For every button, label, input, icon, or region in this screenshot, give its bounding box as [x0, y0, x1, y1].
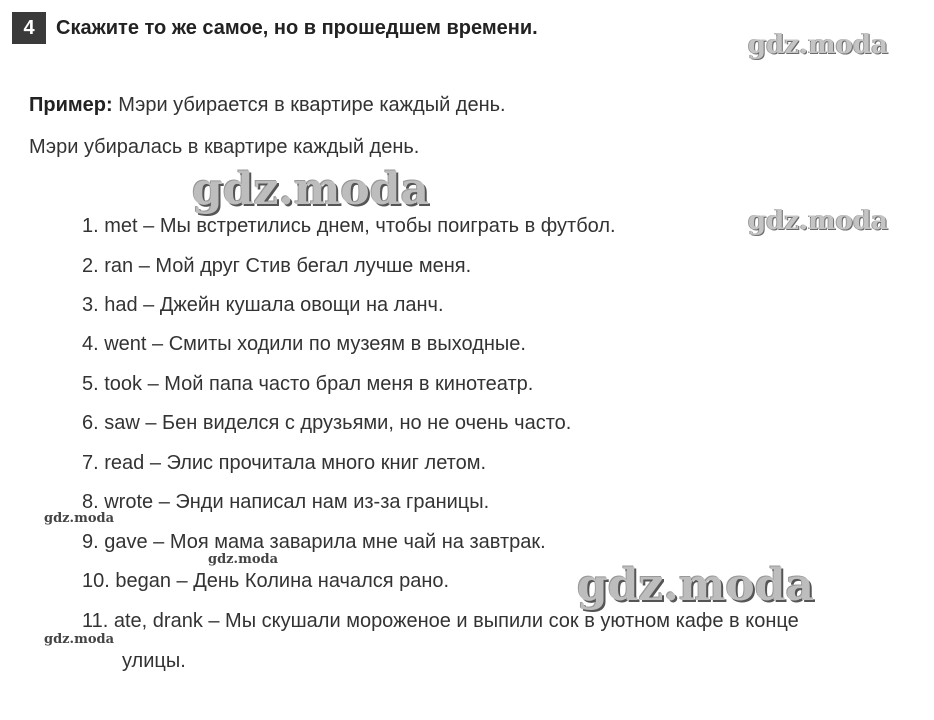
- answer-item-5: 5. took – Мой папа часто брал меня в кинотеатр.: [82, 373, 534, 395]
- answer-item-6: 6. saw – Бен виделся с друзьями, но не очень часто.: [82, 412, 572, 434]
- answer-item-9: 9. gave – Моя мама заварила мне чай на завтрак.: [82, 531, 546, 553]
- watermark: gdz.moda: [192, 164, 430, 215]
- example-label: Пример:: [29, 94, 113, 116]
- watermark: gdz.moda: [748, 206, 889, 236]
- answer-item-11-continuation: улицы.: [122, 650, 186, 672]
- watermark: gdz.moda: [748, 30, 889, 60]
- example-past-line: Мэри убиралась в квартире каждый день.: [29, 136, 420, 158]
- example-present-text: Мэри убирается в квартире каждый день.: [112, 94, 506, 116]
- answer-item-1: 1. met – Мы встретились днем, чтобы поиграть в футбол.: [82, 215, 616, 237]
- answer-item-10: 10. began – День Колина начался рано.: [82, 570, 450, 592]
- task-title: Скажите то же самое, но в прошедшем времени.: [56, 16, 538, 39]
- answer-item-2: 2. ran – Мой друг Стив бегал лучше меня.: [82, 255, 472, 277]
- watermark: gdz.moda: [44, 511, 115, 526]
- task-number-badge: 4: [12, 12, 46, 44]
- answer-item-3: 3. had – Джейн кушала овощи на ланч.: [82, 294, 444, 316]
- watermark: gdz.moda: [208, 552, 279, 567]
- answer-item-4: 4. went – Смиты ходили по музеям в выходные.: [82, 333, 526, 355]
- answer-item-8: 8. wrote – Энди написал нам из-за границы.: [82, 491, 490, 513]
- watermark: gdz.moda: [44, 632, 115, 647]
- example-present-line: [29, 94, 506, 117]
- task-header: [12, 12, 538, 44]
- watermark: gdz.moda: [577, 560, 815, 611]
- answer-item-11: 11. ate, drank – Мы скушали мороженое и выпили сок в уютном кафе в конце: [82, 610, 799, 632]
- answer-item-7: 7. read – Элис прочитала много книг летом.: [82, 452, 487, 474]
